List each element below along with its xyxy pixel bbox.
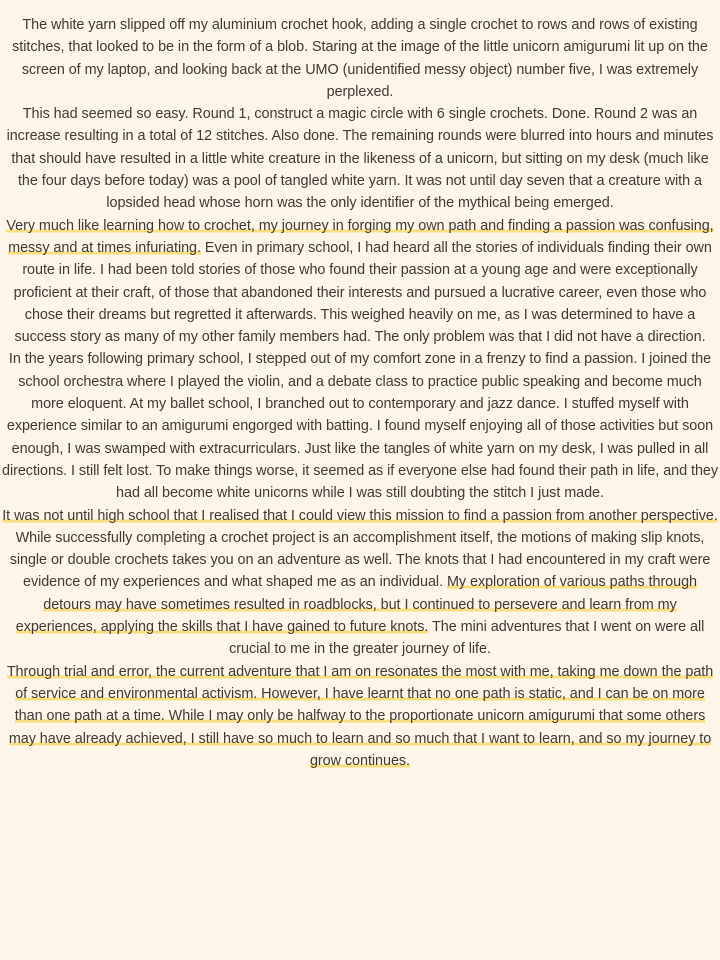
paragraph-6 [2,661,718,772]
highlighted-text: While I may only be halfway to the proportionate unicorn amigurumi that some others may have already achieved, I still have so much to learn and so much that I want to learn, and so my journey to grow continues. [8,708,712,769]
paragraph-text: While successfully completing a crochet project is an accomplishment itself, the motions of making slip knots, single or double crochets takes you on an adventure as well. The knots that I had encountered in my craft were evidence of my experiences and what shaped me as an individual. [9,529,711,591]
highlighted-text: My exploration of various paths through detours may have sometimes resulted in roadblocks, but I continued to persevere and learn from my experiences, applying the skills that I have gained to future knots. [15,574,697,636]
paragraph-1 [2,14,718,103]
highlighted-text: Through trial and error, the current adventure that I am on resonates the most with me, taking me down the path of service and environmental activism. However, I have learnt that no one path is static, and I can be on more than one path at a time. [6,663,714,725]
paragraph-text: Even in primary school, I had heard all the stories of individuals finding their own route in life. I had been told stories of those who found their passion at a young age and were exceptionally proficient at their craft, of those that abandoned their interests and pursued a lucrative career, even those who chose their dreams but regretted it afterwards. This weighed heavily on me, as I was determined to have a success story as many of my other family members had. The only problem was that I did not have a direction. [13,239,712,346]
paragraph-text: The mini adventures that I went on were all crucial to me in the greater journey of life. [229,619,705,658]
highlighted-text: Very much like learning how to crochet, my journey in forging my own path and finding a passion was confusing, messy and at times infuriating. [6,217,714,256]
paragraph-text: This had seemed so easy. Round 1, construct a magic circle with 6 single crochets. Done. Round 2 was an increase resulting in a total of 12 stitches. Also done. The remaining rounds were blurred into hours and minutes that should have resulted in a little white creature in the likeness of a unicorn, but sitting on my desk (much like the four days before today) was a pool of tangled white yarn. It was not until day seven that a creature with a lopsided head whose horn was the only identifier of the mythical being emerged. [6,106,714,212]
highlighted-text: It was not until high school that I realised that I could view this mission to find a passion from another perspective. [2,507,718,524]
paragraph-text: In the years following primary school, I stepped out of my comfort zone in a frenzy to find a passion. I joined the school orchestra where I played the violin, and a debate class to practice public speaking and become much more eloquent. At my ballet school, I branched out to contemporary and jazz dance. I stuffed myself with experience similar to an amigurumi engorged with batting. I found myself enjoying all of those activities but soon enough, I was swamped with extracurriculars. Just like the tangles of white yarn on my desk, I was pulled in all directions. I still felt lost. To make things worse, it seemed as if everyone else had found their path in life, and they had all become white unicorns while I was still doubting the stitch I just made. [2,351,718,502]
paragraph-2 [2,103,718,214]
paragraph-text: The white yarn slipped off my aluminium crochet hook, adding a single crochet to rows and rows of existing stitches, that looked to be in the form of a blob. Staring at the image of the little unicorn amigurumi lit up on the screen of my laptop, and looking back at the UMO (unidentified messy object) number five, I was extremely perplexed. [12,17,708,100]
paragraph-5 [2,505,718,661]
paragraph-4 [2,348,718,504]
paragraph-3 [2,215,718,349]
